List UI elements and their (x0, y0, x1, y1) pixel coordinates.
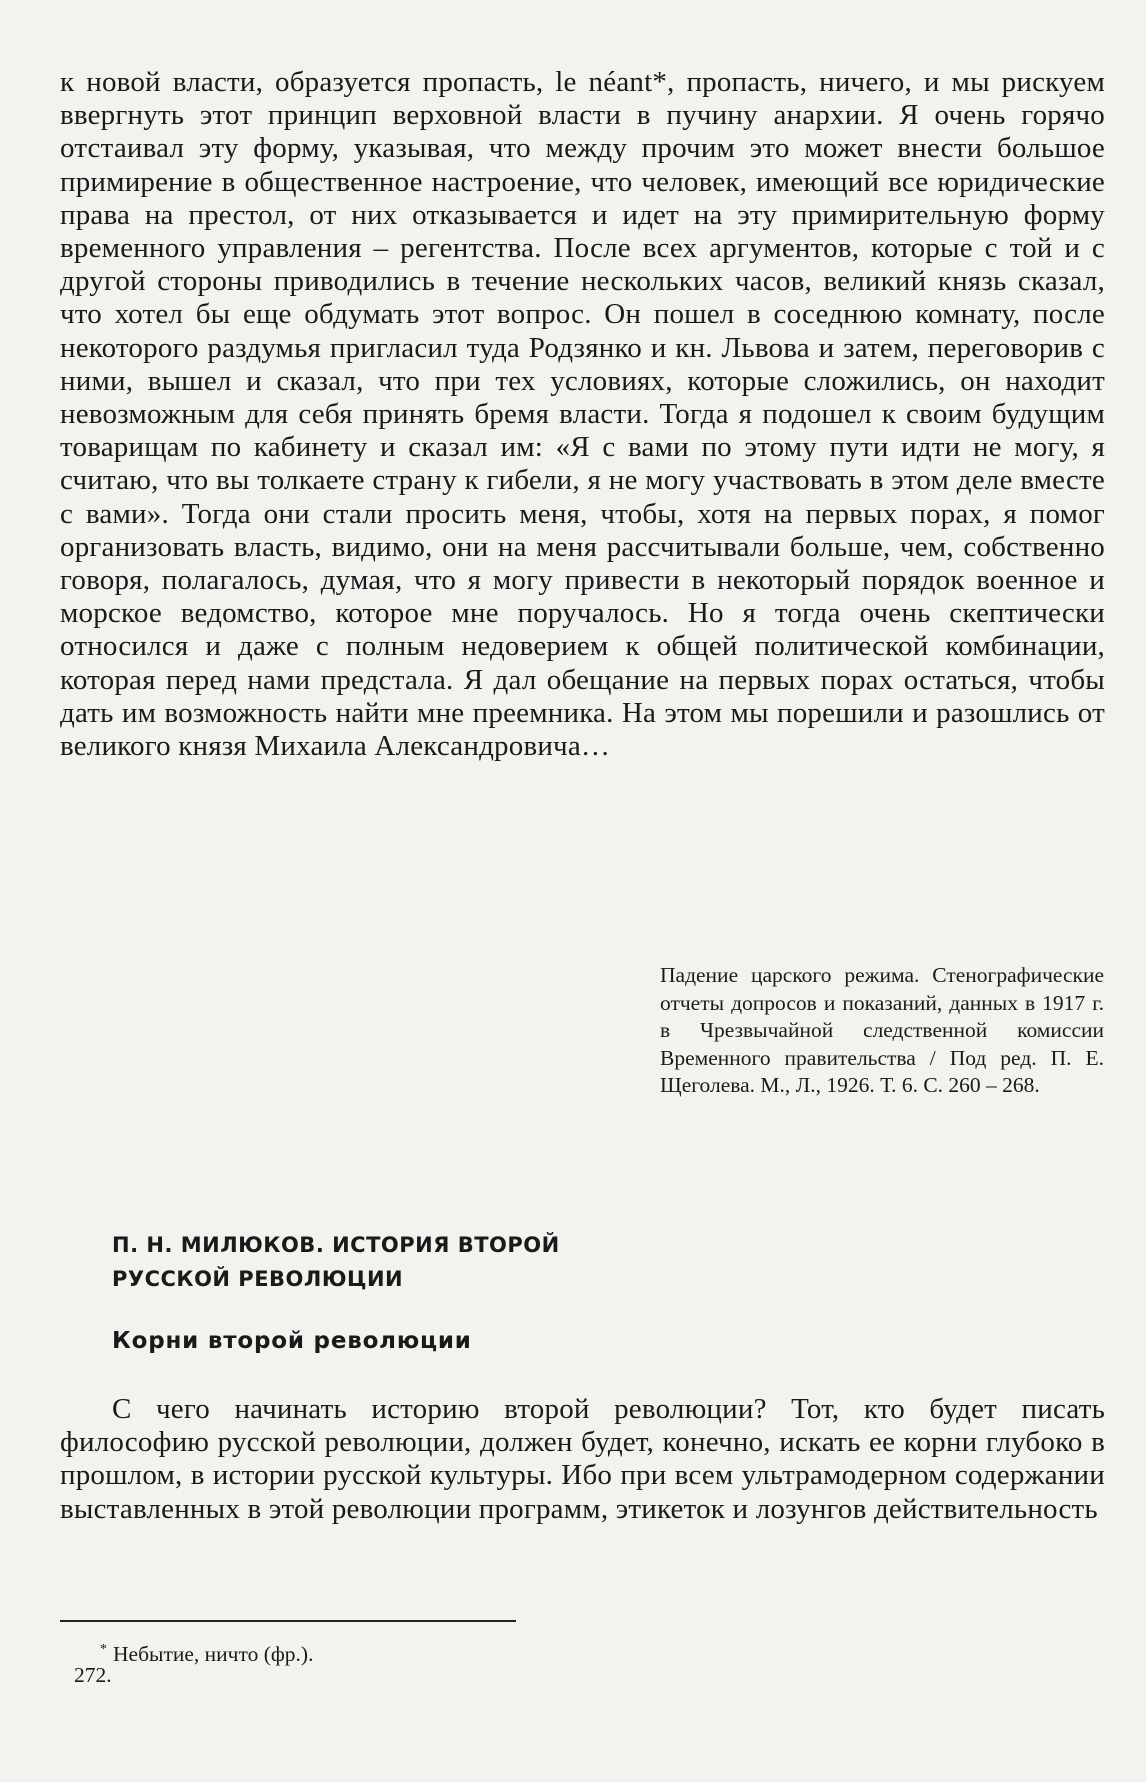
subsection-title: Корни второй революции (112, 1328, 472, 1354)
section-title-line-1: П. Н. МИЛЮКОВ. ИСТОРИЯ ВТОРОЙ (112, 1233, 560, 1257)
main-paragraph: к новой власти, образуется пропасть, le néant*, пропасть, ничего, и мы рискуем ввергнуть этот принцип верховной власти в пучину анархии. Я очень горячо отстаивал эту форму, указывая, что между прочим это может внести большое примирение в общественное настроение, что человек, имеющий все юридические права на престол, от них отказывается и идет на эту примирительную форму временного управления – регентства. После всех аргументов, которые с той и с другой стороны приводились в течение нескольких часов, великий князь сказал, что хотел бы еще обдумать этот вопрос. Он пошел в соседнюю комнату, после некоторого раздумья пригласил туда Родзянко и кн. Львова и затем, переговорив с ними, вышел и сказал, что при тех условиях, которые сложились, он находит невозможным для себя принять бремя власти. Тогда я подошел к своим будущим товарищам по кабинету и сказал им: «Я с вами по этому пути идти не могу, я считаю, что вы толкаете страну к гибели, я не могу участвовать в этом деле вместе с вами». Тогда они стали просить меня, чтобы, хотя на первых порах, я помог организовать власть, видимо, они на меня рассчитывали больше, чем, собственно говоря, полагалось, думая, что я могу привести в некоторый порядок военное и морское ведомство, которое мне поручалось. Но я тогда очень скептически относился и даже с полным недоверием к общей политической комбинации, которая перед нами предстала. Я дал обещание на первых порах остаться, чтобы дать им возможность найти мне преемника. На этом мы порешили и разошлись от великого князя Михаила Александровича… (60, 66, 1105, 763)
footnote-marker: * (100, 1642, 107, 1657)
section-title (112, 1228, 712, 1296)
section-paragraph: С чего начинать историю второй революции? Тот, кто будет писать философию русской революции, должен будет, конечно, искать ее корни глубоко в прошлом, в истории русской культуры. Ибо при всем ультрамодерном содержании выставленных в этой революции программ, этикеток и лозунгов действительность (60, 1393, 1105, 1525)
source-citation: Падение царского режима. Стенографические отчеты допросов и показаний, данных в 1917 г. в Чрезвычайной следственной комиссии Временного правительства / Под ред. П. Е. Щеголева. М., Л., 1926. Т. 6. С. 260 – 268. (660, 963, 1104, 1097)
section-title-line-2: РУССКОЙ РЕВОЛЮЦИИ (112, 1267, 404, 1291)
main-text-block (60, 66, 1105, 763)
section-text-block (60, 1393, 1105, 1526)
page-number: 272. (74, 1663, 112, 1687)
footnote-divider (60, 1620, 516, 1622)
footnote (100, 1636, 600, 1668)
footnote-text: Небытие, ничто (фр.). (113, 1642, 314, 1667)
